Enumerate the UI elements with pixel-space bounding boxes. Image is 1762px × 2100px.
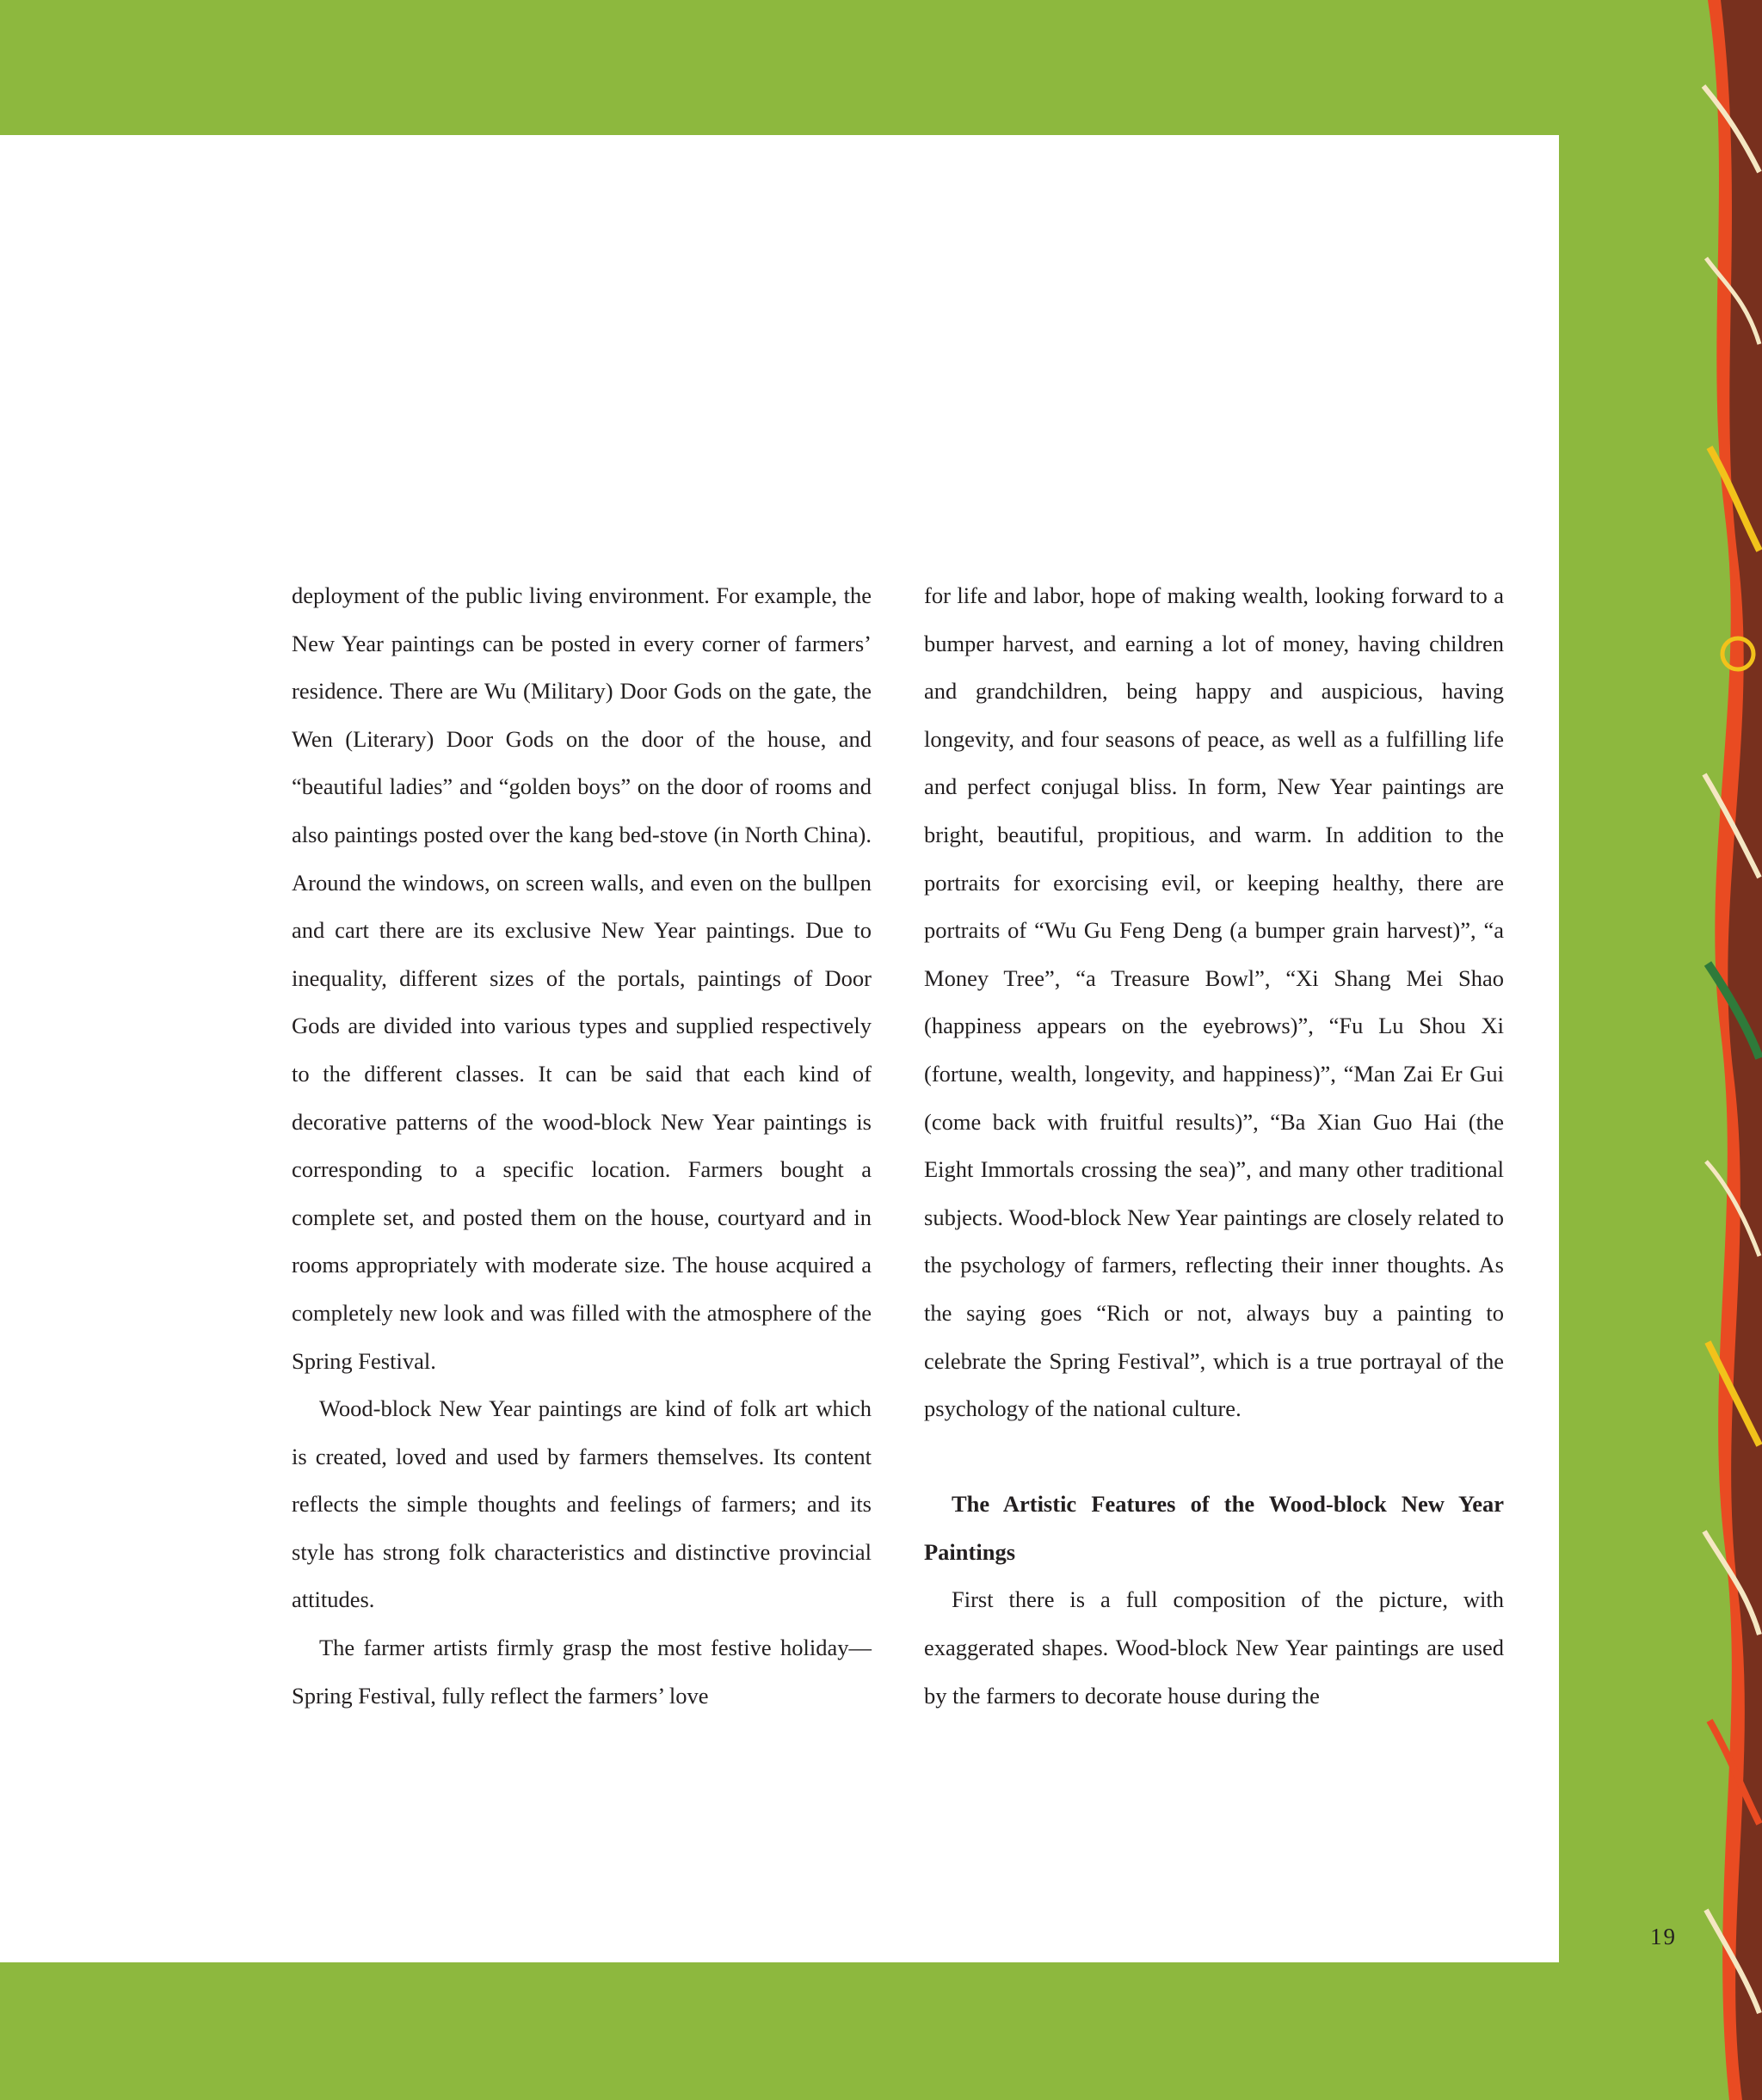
paragraph: First there is a full composition of the picture, with exaggerated shapes. Wood-block New Year paintings are used by the farmers to decorate house during the — [924, 1586, 1504, 1709]
decorative-painting-strip — [1699, 0, 1762, 2100]
text-column-left — [292, 572, 872, 1720]
page-number: 19 — [1650, 1924, 1677, 1949]
paragraph: for life and labor, hope of making wealth, looking forward to a bumper harvest, and earning a lot of money, having children and grandchildren, being happy and auspicious, having longevity, and four seasons of peace, as well as a fulfilling life and perfect conjugal bliss. In form, New Year paintings are bright, beautiful, propitious, and warm. In addition to the portraits for exorcising evil, or keeping healthy, there are portraits of “Wu Gu Feng Deng (a bumper grain harvest)”, “a Money Tree”, “a Treasure Bowl”, “Xi Shang Mei Shao (happiness appears on the eyebrows)”, “Fu Lu Shou Xi (fortune, wealth, longevity, and happiness)”, “Man Zai Er Gui (come back with fruitful results)”, “Ba Xian Guo Hai (the Eight Immortals crossing the sea)”, and many other traditional subjects. Wood-block New Year paintings are closely related to the psychology of farmers, reflecting their inner thoughts. As the saying goes “Rich or not, always buy a painting to celebrate the Spring Festival”, which is a true portrayal of the psychology of the national culture. — [924, 582, 1504, 1422]
text-column-right — [924, 572, 1504, 1720]
paragraph-spacer — [924, 1433, 1504, 1481]
paragraph: deployment of the public living environment. For example, the New Year paintings can be posted in every corner of farmers’ residence. There are Wu (Military) Door Gods on the gate, the Wen (Literary) Door Gods on the door of the house, and “beautiful ladies” and “golden boys” on the door of rooms and also paintings posted over the kang bed-stove (in North China). Around the windows, on screen walls, and even on the bullpen and cart there are its exclusive New Year paintings. Due to inequality, different sizes of the portals, paintings of Door Gods are divided into various types and supplied respectively to the different classes. It can be said that each kind of decorative patterns of the wood-block New Year paintings is corresponding to a specific location. Farmers bought a complete set, and posted them on the house, courtyard and in rooms appropriately with moderate size. The house acquired a completely new look and was filled with the atmosphere of the Spring Festival. — [292, 582, 872, 1374]
paragraph: The farmer artists firmly grasp the most festive holiday—Spring Festival, fully reflect the farmers’ love — [292, 1635, 872, 1709]
paragraph: Wood-block New Year paintings are kind of folk art which is created, loved and used by farmers themselves. Its content reflects the simple thoughts and feelings of farmers; and its style has strong folk characteristics and distinctive provincial attitudes. — [292, 1395, 872, 1613]
section-heading: The Artistic Features of the Wood-block New Year Paintings — [924, 1491, 1504, 1565]
